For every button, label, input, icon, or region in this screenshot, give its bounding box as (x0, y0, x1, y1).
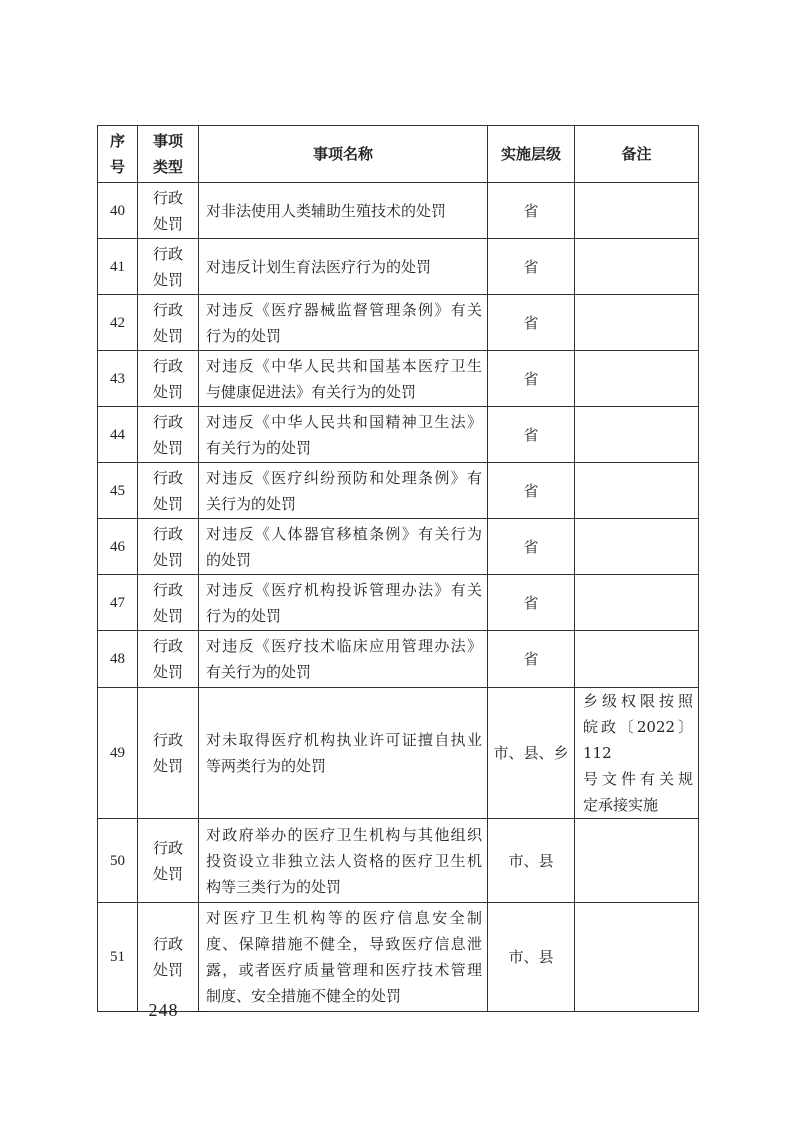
row-number: 49 (98, 688, 138, 819)
table-row (98, 183, 699, 239)
row-type (138, 295, 199, 351)
row-name-line: 的处罚 (206, 550, 252, 569)
row-type (138, 407, 199, 463)
row-name (199, 407, 488, 463)
table-header-row (98, 126, 699, 183)
row-note (575, 688, 699, 819)
row-type-line: 处罚 (152, 606, 183, 625)
row-type (138, 351, 199, 407)
row-type (138, 463, 199, 519)
row-name (199, 631, 488, 688)
row-type-line: 行政 (152, 300, 183, 319)
row-type-line: 处罚 (152, 550, 183, 569)
row-name (199, 351, 488, 407)
row-name (199, 463, 488, 519)
table-row (98, 575, 699, 631)
table-row (98, 295, 699, 351)
table-row (98, 351, 699, 407)
row-type-line: 行政 (152, 637, 183, 655)
row-note (575, 351, 699, 407)
footer-dash-right: — (190, 1000, 209, 1020)
row-name (199, 688, 488, 819)
row-number: 48 (98, 631, 138, 688)
row-name (199, 819, 488, 903)
row-name (199, 183, 488, 239)
table-row (98, 463, 699, 519)
row-type-line: 行政 (152, 838, 183, 857)
header-level: 实施层级 (488, 126, 575, 183)
row-type (138, 183, 199, 239)
row-name-line: 对违反《人体器官移植条例》有关行为 (206, 524, 482, 543)
row-name-line: 对医疗卫生机构等的医疗信息安全制 (206, 909, 482, 927)
row-type (138, 519, 199, 575)
header-no: 序 号 (98, 126, 138, 183)
row-name-line: 对违反《中华人民共和国基本医疗卫生 (206, 356, 482, 375)
row-type (138, 903, 199, 1012)
row-level: 省 (488, 295, 575, 351)
row-note (575, 631, 699, 688)
row-note (575, 239, 699, 295)
row-number: 45 (98, 463, 138, 519)
table-row (98, 819, 699, 903)
row-name-line: 露，或者医疗质量管理和医疗技术管理 (206, 961, 482, 979)
row-number: 43 (98, 351, 138, 407)
header-name: 事项名称 (199, 126, 488, 183)
row-type-line: 行政 (152, 356, 183, 375)
row-type-line: 处罚 (152, 438, 183, 457)
row-type-line: 处罚 (152, 270, 183, 289)
header-type: 事项 类型 (138, 126, 199, 183)
row-level: 省 (488, 463, 575, 519)
row-name-line: 对未取得医疗机构执业许可证擅自执业 (206, 731, 482, 749)
row-type-line: 行政 (152, 188, 183, 207)
row-number: 40 (98, 183, 138, 239)
row-type-line: 处罚 (152, 494, 183, 513)
page-footer (118, 1000, 209, 1021)
row-level: 省 (488, 239, 575, 295)
row-name (199, 239, 488, 295)
row-name-line: 制度、安全措施不健全的处罚 (206, 987, 402, 1005)
row-note (575, 407, 699, 463)
row-type-line: 行政 (152, 731, 183, 749)
row-note-line: 皖政〔2022〕112 (583, 718, 693, 762)
row-number: 41 (98, 239, 138, 295)
row-number: 47 (98, 575, 138, 631)
table-row (98, 631, 699, 688)
row-level: 省 (488, 351, 575, 407)
row-name-line: 与健康促进法》有关行为的处罚 (206, 382, 417, 401)
row-level: 省 (488, 575, 575, 631)
row-number: 46 (98, 519, 138, 575)
table-row (98, 519, 699, 575)
row-name-line: 对违反《中华人民共和国精神卫生法》 (206, 412, 482, 431)
row-note-line: 定承接实施 (583, 796, 659, 814)
row-name (199, 575, 488, 631)
row-type-line: 行政 (152, 468, 183, 487)
row-name-line: 对非法使用人类辅助生殖技术的处罚 (206, 201, 447, 220)
row-name-line: 构等三类行为的处罚 (206, 877, 342, 896)
row-type-line: 处罚 (152, 757, 183, 775)
row-name-line: 有关行为的处罚 (206, 663, 312, 681)
row-level: 省 (488, 631, 575, 688)
row-note (575, 519, 699, 575)
row-name-line: 有关行为的处罚 (206, 438, 312, 457)
row-type-line: 行政 (152, 580, 183, 599)
page-number: 248 (148, 1000, 179, 1020)
row-type-line: 行政 (152, 524, 183, 543)
row-name-line: 投资设立非独立法人资格的医疗卫生机 (206, 851, 482, 870)
row-type-line: 处罚 (152, 326, 183, 345)
row-number: 50 (98, 819, 138, 903)
row-type-line: 处罚 (152, 214, 183, 233)
row-note (575, 575, 699, 631)
row-note (575, 903, 699, 1012)
row-level: 市、县、乡 (488, 688, 575, 819)
row-type-line: 行政 (152, 412, 183, 431)
row-note (575, 295, 699, 351)
row-note (575, 463, 699, 519)
table-row (98, 903, 699, 1012)
row-type (138, 819, 199, 903)
table-row (98, 688, 699, 819)
row-level: 省 (488, 183, 575, 239)
row-name (199, 295, 488, 351)
footer-dash-left: — (118, 1000, 137, 1020)
row-number: 44 (98, 407, 138, 463)
row-name-line: 对政府举办的医疗卫生机构与其他组织 (206, 825, 482, 844)
row-type-line: 处罚 (152, 961, 183, 979)
row-name-line: 对违反计划生育法医疗行为的处罚 (206, 257, 432, 276)
row-level: 市、县 (488, 819, 575, 903)
row-type (138, 575, 199, 631)
regulation-table (97, 125, 699, 1012)
row-level: 省 (488, 519, 575, 575)
row-name-line: 对违反《医疗纠纷预防和处理条例》有 (206, 468, 482, 487)
row-type (138, 239, 199, 295)
row-name-line: 行为的处罚 (206, 606, 282, 625)
row-type-line: 行政 (152, 244, 183, 263)
row-type-line: 行政 (152, 935, 183, 953)
row-name-line: 对违反《医疗器械监督管理条例》有关 (206, 300, 482, 319)
row-name-line: 关行为的处罚 (206, 494, 297, 513)
row-name-line: 等两类行为的处罚 (206, 757, 327, 775)
header-note: 备注 (575, 126, 699, 183)
row-note (575, 183, 699, 239)
row-name (199, 903, 488, 1012)
row-number: 51 (98, 903, 138, 1012)
row-type-line: 处罚 (152, 382, 183, 401)
table-row (98, 407, 699, 463)
row-note (575, 819, 699, 903)
row-type-line: 处罚 (152, 864, 183, 883)
row-type (138, 688, 199, 819)
row-type-line: 处罚 (152, 663, 183, 681)
row-name-line: 对违反《医疗机构投诉管理办法》有关 (206, 580, 482, 599)
row-name-line: 对违反《医疗技术临床应用管理办法》 (206, 637, 482, 655)
row-type (138, 631, 199, 688)
row-name-line: 行为的处罚 (206, 326, 282, 345)
row-name-line: 度、保障措施不健全，导致医疗信息泄 (206, 935, 482, 953)
table-row (98, 239, 699, 295)
row-note-line: 乡级权限按照 (583, 692, 693, 710)
row-note-line: 号文件有关规 (583, 770, 693, 788)
row-number: 42 (98, 295, 138, 351)
row-level: 省 (488, 407, 575, 463)
row-name (199, 519, 488, 575)
row-level: 市、县 (488, 903, 575, 1012)
